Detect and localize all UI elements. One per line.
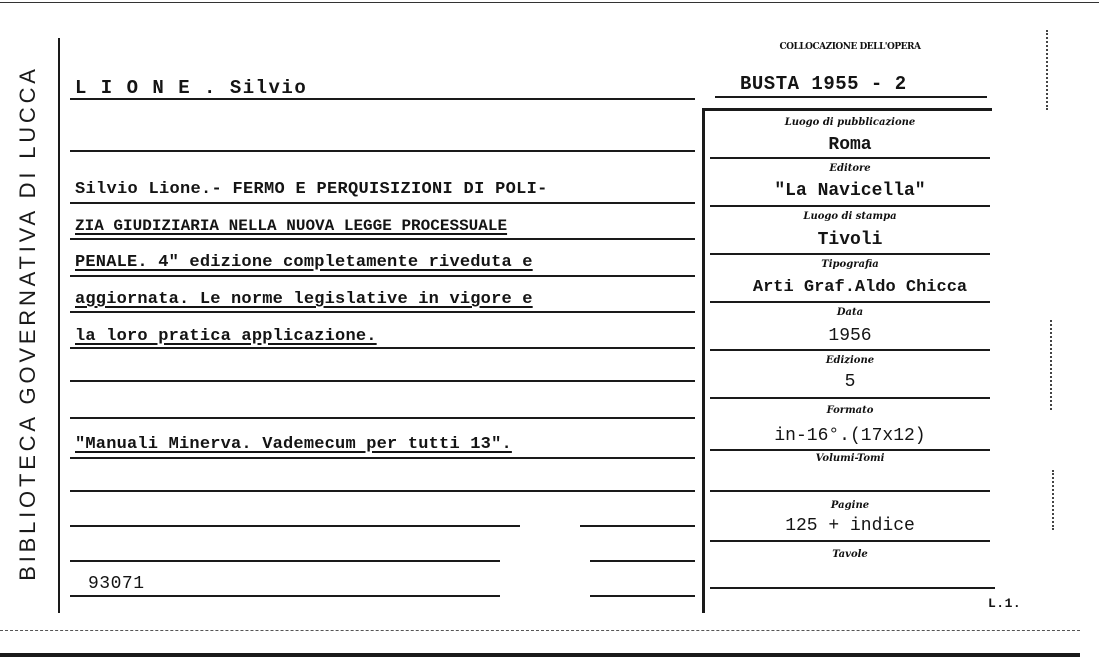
value-data: 1956 <box>828 326 872 346</box>
scan-speck-line-2 <box>1050 320 1052 410</box>
label-formato: Formato <box>826 405 874 416</box>
rule-luogo-pubblicazione <box>710 157 990 159</box>
scan-speck-line-1 <box>1046 30 1048 110</box>
label-luogo-pubblicazione: Luogo di pubblicazione <box>784 117 916 128</box>
blank-rule-2 <box>70 380 695 382</box>
bottom-noise-line <box>0 630 1080 631</box>
left-border <box>58 38 60 613</box>
rule-formato <box>710 449 990 451</box>
value-luogo-stampa: Tivoli <box>817 230 883 250</box>
blank-rule-1 <box>70 150 695 152</box>
description-rule-5 <box>70 347 695 349</box>
label-pagine: Pagine <box>830 500 870 511</box>
author-rule <box>70 98 695 100</box>
value-luogo-pubblicazione: Roma <box>828 135 872 155</box>
value-pagine: 125 + indice <box>785 516 915 536</box>
rule-data <box>710 349 990 351</box>
scan-speck-line-3 <box>1052 470 1054 530</box>
description-rule-1 <box>70 202 695 204</box>
description-line-5: la loro pratica applicazione. <box>75 327 377 346</box>
rule-luogo-stampa <box>710 253 990 255</box>
rule-editore <box>710 205 990 207</box>
description-line-2: ZIA GIUDIZIARIA NELLA NUOVA LEGGE PROCESSUALE <box>75 217 508 235</box>
label-edizione: Edizione <box>825 355 875 366</box>
value-edizione: 5 <box>844 372 856 392</box>
library-name: BIBLIOTECA GOVERNATIVA DI LUCCA <box>15 64 40 581</box>
blank-rule-5b <box>580 525 695 527</box>
details-box-top <box>702 108 992 111</box>
rule-pagine <box>710 540 990 542</box>
description-rule-2 <box>70 238 695 240</box>
library-side-label <box>6 30 50 615</box>
description-line-3: PENALE. 4" edizione completamente riveduta e <box>75 253 533 272</box>
rule-edizione <box>710 397 990 399</box>
collocazione-label: COLLOCAZIONE DELL'OPERA <box>779 42 921 52</box>
inventory-rule-b <box>590 595 695 597</box>
label-luogo-stampa: Luogo di stampa <box>803 211 897 222</box>
blank-rule-3 <box>70 417 695 419</box>
value-tipografia: Arti Graf.Aldo Chicca <box>752 278 968 297</box>
rule-tipografia <box>710 301 990 303</box>
value-editore: "La Navicella" <box>774 181 926 201</box>
description-line-1: Silvio Lione.- FERMO E PERQUISIZIONI DI POLI- <box>75 180 548 199</box>
description-rule-4 <box>70 311 695 313</box>
label-tipografia: Tipografia <box>821 259 879 270</box>
top-edge-line <box>0 2 1099 3</box>
value-formato: in-16°.(17x12) <box>774 426 926 446</box>
rule-volumi-tomi <box>710 490 990 492</box>
label-tavole: Tavole <box>832 549 868 560</box>
label-editore: Editore <box>829 163 871 174</box>
label-volumi-tomi: Volumi-Tomi <box>815 453 885 464</box>
author-name: L I O N E . Silvio <box>75 77 308 99</box>
blank-rule-4 <box>70 490 695 492</box>
inventory-number: 93071 <box>88 574 145 594</box>
inventory-rule-a <box>70 595 500 597</box>
description-line-4: aggiornata. Le norme legislative in vigore e <box>75 290 533 309</box>
bottom-edge-line <box>0 653 1080 657</box>
rule-tavole <box>710 587 995 589</box>
series-note: "Manuali Minerva. Vademecum per tutti 13". <box>75 435 512 454</box>
description-rule-3 <box>70 275 695 277</box>
shelfmark: BUSTA 1955 - 2 <box>740 73 907 95</box>
blank-rule-6a <box>70 560 500 562</box>
series-rule <box>70 457 695 459</box>
blank-rule-6b <box>590 560 695 562</box>
footer-mark: L.1. <box>988 596 1022 611</box>
details-box-left <box>702 108 705 613</box>
shelfmark-rule <box>715 96 987 98</box>
label-data: Data <box>836 307 864 318</box>
blank-rule-5a <box>70 525 520 527</box>
